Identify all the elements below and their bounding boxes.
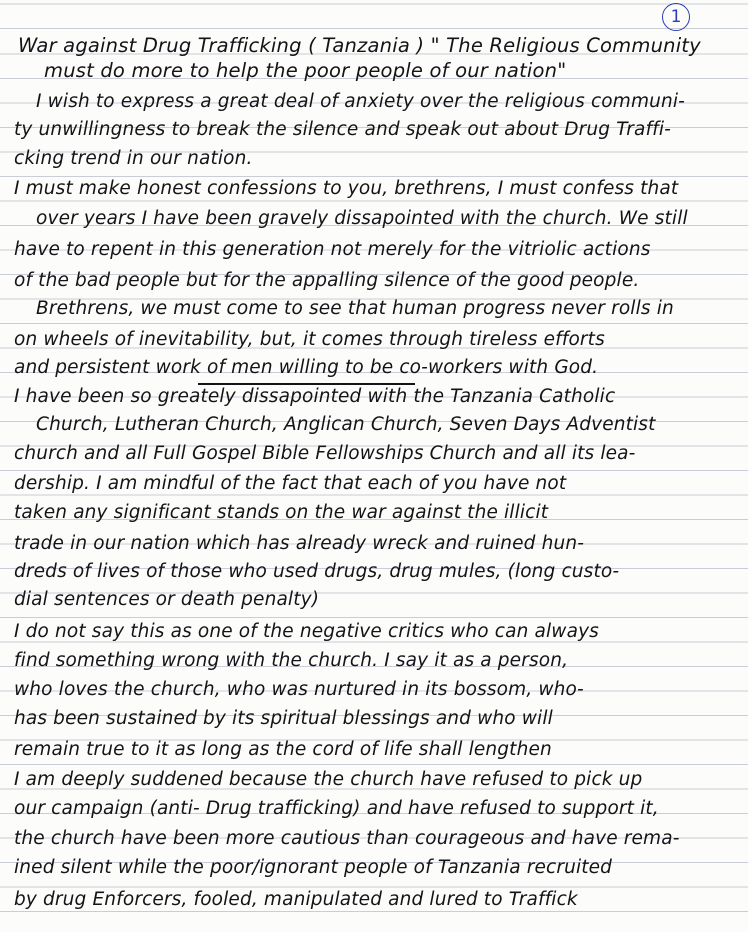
letter-line: our campaign (anti- Drug trafficking) and have refused to support it, <box>14 798 659 819</box>
letter-line: the church have been more cautious than courageous and have rema- <box>14 828 680 849</box>
letter-line: I wish to express a great deal of anxiety over the religious communi- <box>36 91 685 112</box>
letter-line: I have been so greately dissapointed with the Tanzania Catholic <box>14 386 616 407</box>
letter-line: and persistent work of men willing to be co-workers with God. <box>14 357 599 378</box>
letter-title-line-1: War against Drug Trafficking ( Tanzania ) " The Religious Community <box>18 34 701 57</box>
letter-line: have to repent in this generation not merely for the vitriolic actions <box>14 239 651 260</box>
letter-line: remain true to it as long as the cord of life shall lengthen <box>14 739 552 760</box>
letter-line: I do not say this as one of the negative critics who can always <box>14 621 599 642</box>
letter-line: has been sustained by its spiritual blessings and who will <box>14 708 553 729</box>
letter-line: of the bad people but for the appalling silence of the good people. <box>14 270 640 291</box>
letter-line: church and all Full Gospel Bible Fellowships Church and all its lea- <box>14 443 636 464</box>
letter-line: I am deeply suddened because the church have refused to pick up <box>14 769 643 790</box>
letter-line: I must make honest confessions to you, brethrens, I must confess that <box>14 178 679 199</box>
page-number: 1 <box>662 3 690 31</box>
letter-line: cking trend in our nation. <box>14 148 253 169</box>
letter-line: on wheels of inevitability, but, it comes through tireless efforts <box>14 329 605 350</box>
letter-line: Church, Lutheran Church, Anglican Church, Seven Days Adventist <box>36 414 656 435</box>
letter-line: dial sentences or death penalty) <box>14 589 320 610</box>
letter-line: over years I have been gravely dissapointed with the church. We still <box>36 208 688 229</box>
letter-line: taken any significant stands on the war against the illicit <box>14 502 549 523</box>
letter-line: dreds of lives of those who used drugs, drug mules, (long custo- <box>14 561 620 582</box>
letter-line: dership. I am mindful of the fact that each of you have not <box>14 473 567 494</box>
letter-line: by drug Enforcers, fooled, manipulated and lured to Traffick <box>14 889 578 910</box>
letter-line: Brethrens, we must come to see that human progress never rolls in <box>36 298 674 319</box>
letter-line: who loves the church, who was nurtured in its bossom, who- <box>14 679 584 700</box>
letter-title-line-2: must do more to help the poor people of our nation" <box>44 59 567 82</box>
letter-line: ty unwillingness to break the silence and speak out about Drug Traffi- <box>14 119 671 140</box>
letter-line: ined silent while the poor/ignorant people of Tanzania recruited <box>14 857 613 878</box>
letter-line: trade in our nation which has already wreck and ruined hun- <box>14 533 585 554</box>
underline-stroke <box>198 383 415 385</box>
letter-line: find something wrong with the church. I say it as a person, <box>14 650 569 671</box>
